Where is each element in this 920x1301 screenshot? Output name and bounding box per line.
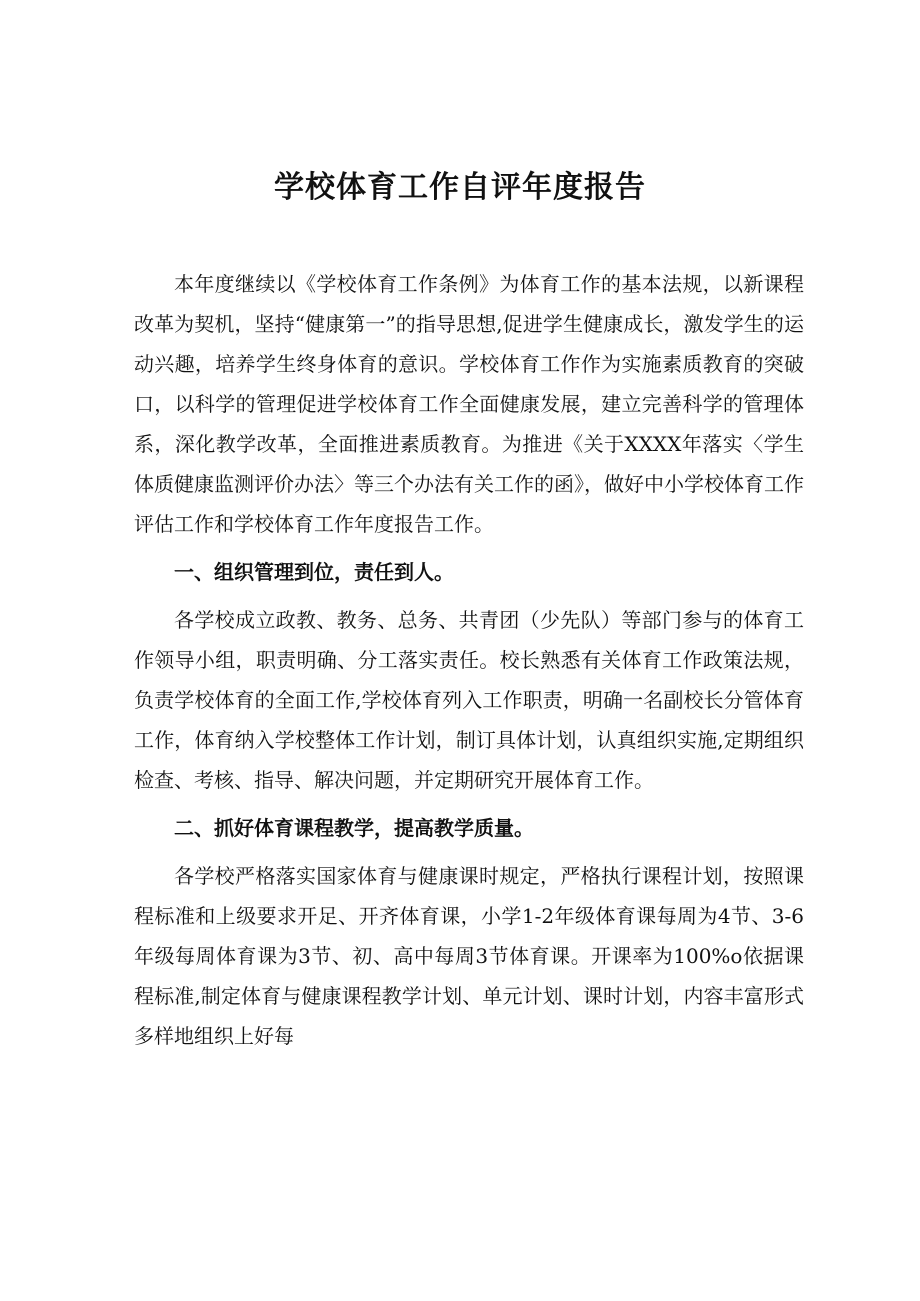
organization-paragraph: 各学校成立政教、教务、总务、共青团（少先队）等部门参与的体育工作领导小组，职责明确、分工落实责任。校长熟悉有关体育工作政策法规，负责学校体育的全面工作,学校体育列入工作职责，明确一名副校长分管体育工作，体育纳入学校整体工作计划，制订具体计划，认真组织实施,定期组织检查、考核、指导、解决问题，并定期研究开展体育工作。 xyxy=(134,608,804,792)
section-heading-curriculum: 二、抓好体育课程教学，提高教学质量。 xyxy=(174,816,534,840)
document-body xyxy=(134,264,804,1056)
document-title: 学校体育工作自评年度报告 xyxy=(274,170,646,205)
section-heading-organization: 一、组织管理到位，责任到人。 xyxy=(174,560,454,584)
curriculum-paragraph: 各学校严格落实国家体育与健康课时规定，严格执行课程计划，按照课程标准和上级要求开足、开齐体育课，小学1-2年级体育课每周为4节、3-6年级每周体育课为3节、初、高中每周3节体育课。开课率为100%o依据课程标准,制定体育与健康课程教学计划、单元计划、课时计划，内容丰富形式多样地组织上好每 xyxy=(134,864,804,1048)
intro-paragraph: 本年度继续以《学校体育工作条例》为体育工作的基本法规，以新课程改革为契机，坚持“健康第一”的指导思想,促进学生健康成长，激发学生的运动兴趣，培养学生终身体育的意识。学校体育工作作为实施素质教育的突破口，以科学的管理促进学校体育工作全面健康发展，建立完善科学的管理体系，深化教学改革，全面推进素质教育。为推进《关于XXXX年落实〈学生体质健康监测评价办法〉等三个办法有关工作的函》，做好中小学校体育工作评估工作和学校体育工作年度报告工作。 xyxy=(134,272,804,536)
